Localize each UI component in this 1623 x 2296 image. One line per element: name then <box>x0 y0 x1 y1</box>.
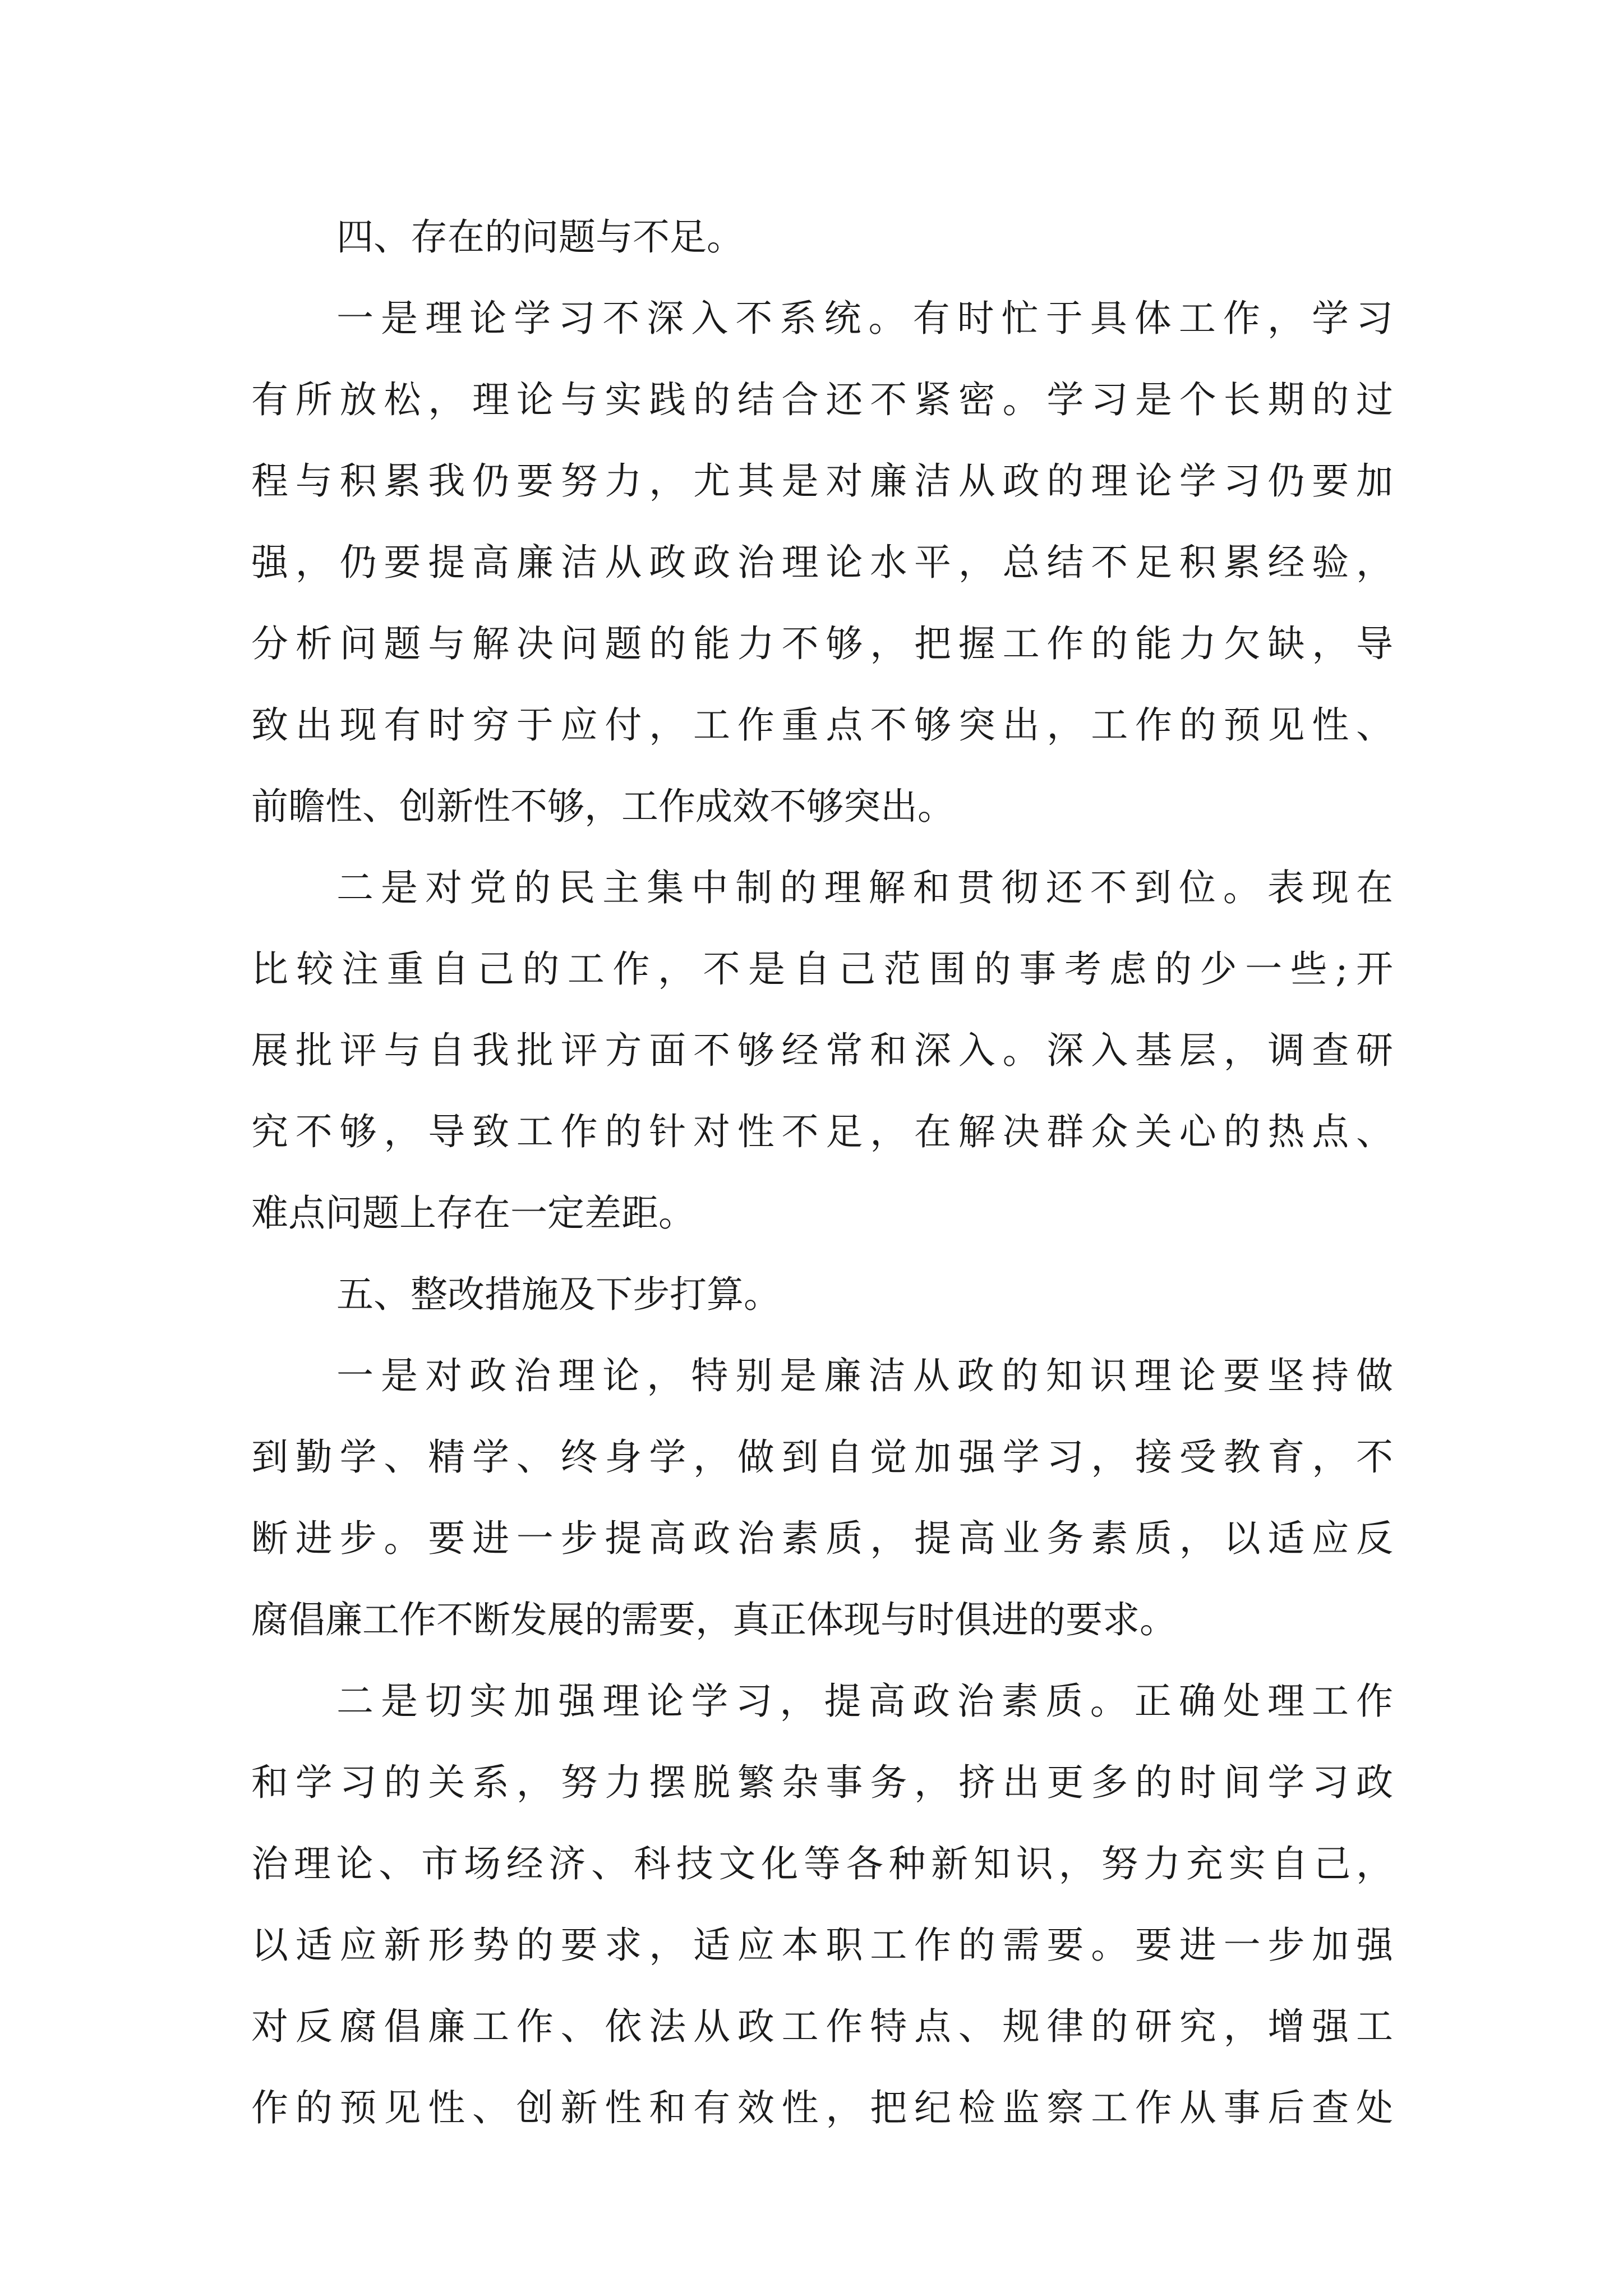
text-line: 有所放松，理论与实践的结合还不紧密。学习是个长期的过 <box>251 378 1393 421</box>
text-line: 程与积累我仍要努力，尤其是对廉洁从政的理论学习仍要加 <box>251 459 1393 503</box>
text-line: 和学习的关系，努力摆脱繁杂事务，挤出更多的时间学习政 <box>251 1761 1393 1804</box>
text-line: 难点问题上存在一定差距。 <box>251 1191 695 1235</box>
text-line: 二是切实加强理论学习，提高政治素质。正确处理工作 <box>336 1680 1393 1723</box>
section-heading-4: 四、存在的问题与不足。 <box>336 215 744 259</box>
text-line: 强，仍要提高廉洁从政政治理论水平，总结不足积累经验， <box>251 541 1393 584</box>
text-line: 一是对政治理论，特别是廉洁从政的知识理论要坚持做 <box>336 1354 1393 1397</box>
text-line: 致出现有时穷于应付，工作重点不够突出，工作的预见性、 <box>251 703 1393 747</box>
text-line: 断进步。要进一步提高政治素质，提高业务素质，以适应反 <box>251 1517 1393 1560</box>
text-line: 以适应新形势的要求，适应本职工作的需要。要进一步加强 <box>251 1924 1393 1967</box>
text-line: 一是理论学习不深入不系统。有时忙于具体工作，学习 <box>336 297 1393 340</box>
text-line: 治理论、市场经济、科技文化等各种新知识，努力充实自己， <box>251 1842 1393 1885</box>
section-heading-5: 五、整改措施及下步打算。 <box>336 1273 781 1316</box>
text-line: 作的预见性、创新性和有效性，把纪检监察工作从事后查处 <box>251 2086 1393 2129</box>
text-line: 二是对党的民主集中制的理解和贯彻还不到位。表现在 <box>336 866 1393 909</box>
text-line: 到勤学、精学、终身学，做到自觉加强学习，接受教育，不 <box>251 1435 1393 1479</box>
text-line: 分析问题与解决问题的能力不够，把握工作的能力欠缺，导 <box>251 622 1393 665</box>
text-line: 比较注重自己的工作，不是自己范围的事考虑的少一些;开 <box>251 947 1393 991</box>
text-line: 究不够，导致工作的针对性不足，在解决群众关心的热点、 <box>251 1110 1393 1153</box>
text-line: 前瞻性、创新性不够，工作成效不够突出。 <box>251 785 955 828</box>
text-line: 对反腐倡廉工作、依法从政工作特点、规律的研究，增强工 <box>251 2005 1393 2048</box>
text-line: 展批评与自我批评方面不够经常和深入。深入基层，调查研 <box>251 1029 1393 1072</box>
text-line: 腐倡廉工作不断发展的需要，真正体现与时俱进的要求。 <box>251 1598 1177 1641</box>
